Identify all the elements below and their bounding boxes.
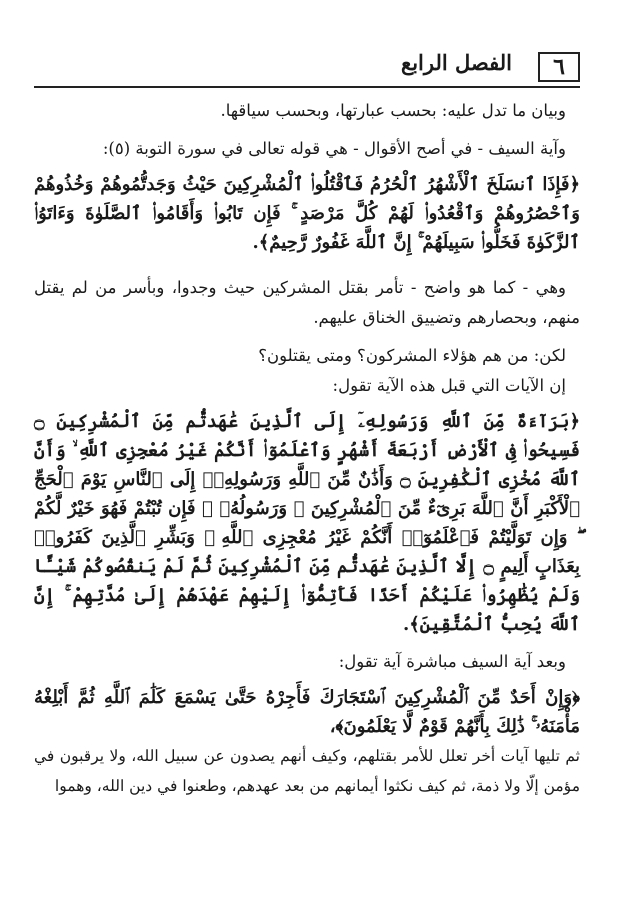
page-header <box>34 0 580 90</box>
quran-verse-tawbah-5: ﴿فَإِذَا ٱنسَلَخَ ٱلْأَشْهُرُ ٱلْحُرُمُ فَٱقْتُلُوا۟ ٱلْمُشْرِكِينَ حَيْثُ وَجَدتُّمُوهُمْ وَخُذُوهُمْ وَٱحْصُرُوهُمْ وَٱقْعُدُوا۟ لَهُمْ كُلَّ مَرْصَدٍ ۚ فَإِن تَابُوا۟ وَأَقَامُوا۟ ٱلصَّلَوٰةَ وَءَاتَوُا۟ ٱلزَّكَوٰةَ فَخَلُّوا۟ سَبِيلَهُمْ ۚ إِنَّ ٱللَّهَ غَفُورٌ رَّحِيمٌ﴾. <box>34 174 580 253</box>
page-number: ٦ <box>538 52 580 82</box>
paragraph-intro: وبيان ما تدل عليه: بحسب عبارتها، وبحسب سياقها. <box>220 101 566 120</box>
quran-verses-tawbah-1-4: ﴿بَرَآءَةٌ مِّنَ ٱللَّهِ وَرَسُولِهِۦٓ إِلَى ٱلَّذِينَ عَٰهَدتُّم مِّنَ ٱلْمُشْرِكِينَ ۝ فَسِيحُوا۟ فِى ٱلْأَرْضِ أَرْبَعَةَ أَشْهُرٍ وَٱعْلَمُوٓا۟ أَنَّكُمْ غَيْرُ مُعْجِزِى ٱللَّهِ ۙ وَأَنَّ ٱللَّهَ مُخْزِى ٱلْكَٰفِرِينَ ۝ وَأَذَٰنٌ مِّنَ ٱللَّهِ وَرَسُولِهِۦٓ إِلَى ٱلنَّاسِ يَوْمَ ٱلْحَجِّ ٱلْأَكْبَرِ أَنَّ ٱللَّهَ بَرِىٓءٌ مِّنَ ٱلْمُشْرِكِينَ ۙ وَرَسُولُهُۥ ۚ فَإِن تُبْتُمْ فَهُوَ خَيْرٌ لَّكُمْ ۖ وَإِن تَوَلَّيْتُمْ فَٱعْلَمُوٓا۟ أَنَّكُمْ غَيْرُ مُعْجِزِى ٱللَّهِ ۗ وَبَشِّرِ ٱلَّذِينَ كَفَرُوا۟ بِعَذَابٍ أَلِيمٍ ۝ إِلَّا ٱلَّذِينَ عَٰهَدتُّم مِّنَ ٱلْمُشْرِكِينَ ثُمَّ لَمْ يَنقُصُوكُمْ شَيْـًٔا وَلَمْ يُظَٰهِرُوا۟ عَلَيْكُمْ أَحَدًا فَأَتِمُّوٓا۟ إِلَيْهِمْ عَهْدَهُمْ إِلَىٰ مُدَّتِهِمْ ۚ إِنَّ ٱللَّهَ يُحِبُّ ٱلْمُتَّقِينَ﴾. <box>34 411 580 635</box>
paragraph-preceding-verses: إن الآيات التي قبل هذه الآية تقول: <box>332 376 566 395</box>
chapter-title: الفصل الرابع <box>401 50 512 75</box>
paragraph-sword-verse-intro: وآية السيف - في أصح الأقوال - هي قوله تعالى في سورة التوبة (٥): <box>102 139 566 158</box>
spacer <box>34 126 580 134</box>
quran-verse-tawbah-6: ﴿وَإِنْ أَحَدٌ مِّنَ ٱلْمُشْرِكِينَ ٱسْتَجَارَكَ فَأَجِرْهُ حَتَّىٰ يَسْمَعَ كَلَٰمَ ٱللَّهِ ثُمَّ أَبْلِغْهُ مَأْمَنَهُۥ ۚ ذَٰلِكَ بِأَنَّهُمْ قَوْمٌ لَّا يَعْلَمُونَ﴾، <box>34 687 580 737</box>
paragraph-question: لكن: من هم هؤلاء المشركون؟ ومتى يقتلون؟ <box>258 346 566 365</box>
paragraph-explanation: وهي - كما هو واضح - تأمر بقتل المشركين حيث وجدوا، وبأسر من لم يقتل منهم، وبحصارهم وتضييق الخناق عليهم. <box>34 278 580 327</box>
paragraph-continuation: ثم تليها آيات أخر تعلل للأمر بقتلهم، وكيف أنهم يصدون عن سبيل الله، ولا يرقبون في مؤمن إلّا ولا ذمة، ثم كيف نكثوا أيمانهم من بعد عهدهم، وطعنوا في دين الله، وهموا <box>34 747 580 795</box>
spacer <box>34 333 580 341</box>
spacer <box>34 639 580 647</box>
page-body <box>34 90 580 801</box>
header-rule <box>34 86 580 88</box>
spacer <box>34 257 580 273</box>
paragraph-following-verse: وبعد آية السيف مباشرة آية تقول: <box>338 652 566 671</box>
